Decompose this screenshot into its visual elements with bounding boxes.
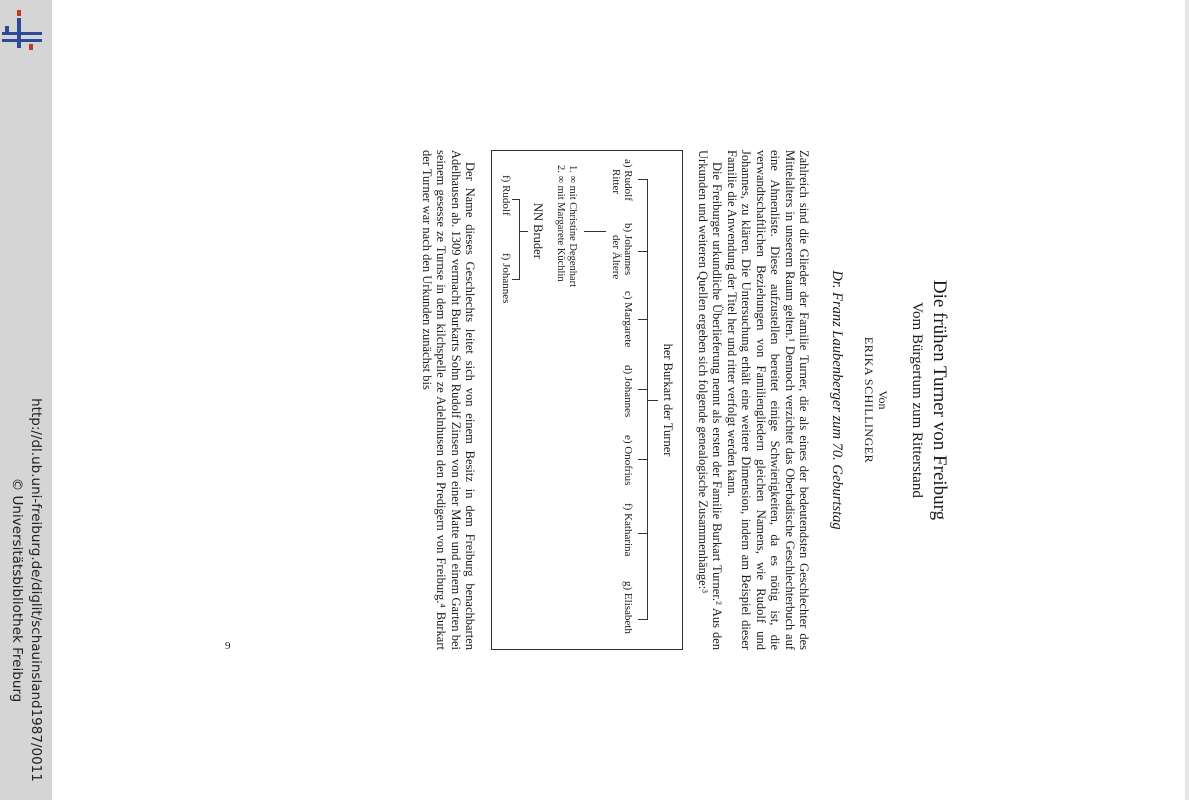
document-scan xyxy=(225,150,950,652)
marriage-notes: 1. ∞ mit Christine Degenhart 2. ∞ mit Margarete Küchlin xyxy=(555,165,579,288)
paragraph: Der Name dieses Geschlechts leitet sich von einem Besitz in dem Freiburg benachbarten Adelhausen ab. 1309 vermacht Burkarts Sohn Rudolf Zinsen von einer Matte und einem Garten bei seinem gesesse ze Turnse in dem kilchspelle ze Adelnhusen den Predigern von Freiburg.⁴ Burkart der Turner war nach den Urkunden zunächst bis xyxy=(420,150,478,650)
side-caption xyxy=(4,390,48,790)
article-title: Die frühen Turner von Freiburg xyxy=(929,279,950,521)
dedication: Dr. Franz Laubenberger zum 70. Geburtstag xyxy=(829,270,845,530)
tree-grandchild: f) Johannes xyxy=(500,253,513,304)
viewer-edge xyxy=(1185,0,1189,800)
article-subtitle: Vom Bürgertum zum Ritterstand xyxy=(909,302,925,498)
tree-root: her Burkart der Turner xyxy=(661,343,676,457)
genealogy-tree xyxy=(492,150,684,650)
source-url-link[interactable]: http://dl.ub.uni-freiburg.de/diglit/schauinsland1987/0011 xyxy=(28,398,44,782)
tree-child: b) Johannes der Ältere xyxy=(610,223,635,280)
tree-child: f) Katharina xyxy=(622,503,635,557)
university-library-logo[interactable] xyxy=(1,8,45,52)
tree-child: a) Rudolf Ritter xyxy=(610,159,635,201)
copyright-text: © Universitätsbibliothek Freiburg xyxy=(9,477,25,703)
document-page xyxy=(270,150,950,650)
page-number: 9 xyxy=(225,640,231,652)
tree-child: g) Elisabeth xyxy=(622,581,635,634)
tree-nn: NN Bruder xyxy=(531,203,546,259)
author-name: ERIKA SCHILLINGER xyxy=(862,336,877,464)
paragraph: Die Freiburger urkundliche Überlieferung nennt als ersten der Familie Burkart Turner.² Aus den Urkunden und weiteren Quellen ergeben sich folgende genealogische Zusammenhänge:³ xyxy=(696,150,725,650)
tree-child: e) Onofrius xyxy=(622,435,635,486)
paragraph: Zahlreich sind die Glieder der Familie Turner, die als eines der bedeutendsten Geschlechter des Mittelalters in unserem Raum gelten.¹ Dennoch verzichtet das Oberbadische Geschlechterbuch auf eine Ahnenliste. Diese aufzustellen bereitet einige Schwierigkeiten, da es nötig ist, die verwandtschaftlichen Beziehungen von Familiengliedern gleichen Namens, wie Rudolf und Johannes, zu klären. Die Untersuchung erhält eine weitere Dimension, indem am Beispiel dieser Familie die Anwendung der Titel her und ritter verfolgt werden kann. xyxy=(725,150,812,650)
tree-child: d) Johannes xyxy=(622,365,635,418)
tree-child: c) Margarete xyxy=(622,291,635,348)
sidebar xyxy=(0,0,52,800)
byline-von: Von xyxy=(876,390,891,410)
tree-grandchild: f) Rudolf xyxy=(500,175,513,216)
